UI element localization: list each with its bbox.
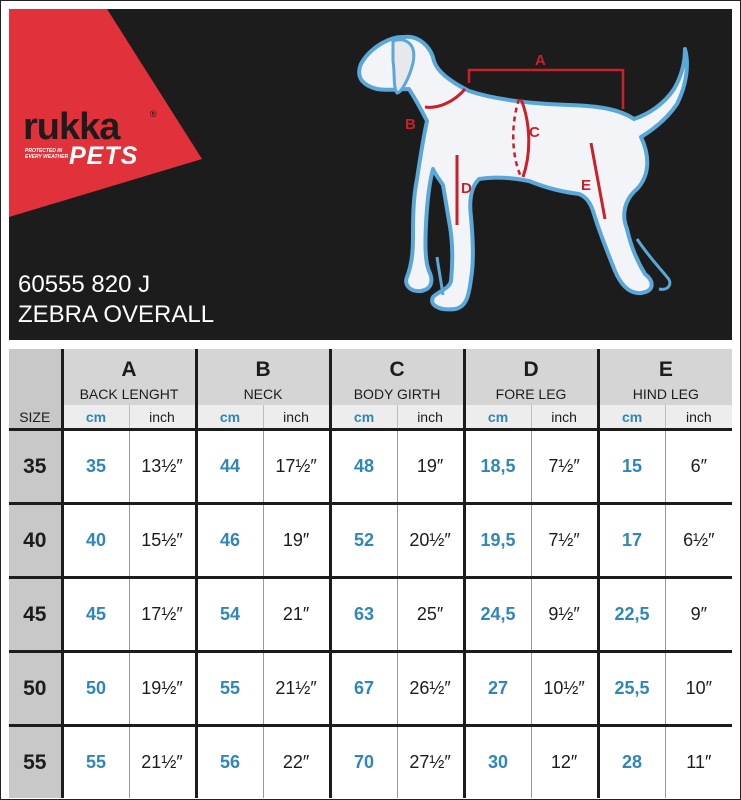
table-row: [9, 726, 732, 799]
cm-value: 45: [62, 578, 129, 652]
inch-value: 13½″: [129, 430, 196, 504]
label-a: A: [535, 52, 546, 69]
cm-value: 56: [196, 726, 263, 799]
logo-tagline: PROTECTED IN EVERY WEATHER: [25, 148, 69, 160]
table-name-row: [9, 382, 732, 405]
cm-value: 67: [330, 652, 397, 726]
inch-value: 7½″: [531, 430, 598, 504]
inch-value: 19½″: [129, 652, 196, 726]
inch-value: 25″: [397, 578, 464, 652]
size-corner: [9, 349, 62, 382]
cm-value: 55: [62, 726, 129, 799]
inch-value: 7½″: [531, 504, 598, 578]
inch-value: 19″: [397, 430, 464, 504]
cm-value: 55: [196, 652, 263, 726]
cm-value: 18,5: [464, 430, 531, 504]
size-value: 50: [9, 652, 62, 726]
dog-measurement-diagram: [9, 9, 732, 340]
col-name-neck: NECK: [196, 382, 330, 405]
size-header: SIZE: [9, 405, 62, 430]
inch-value: 22″: [263, 726, 330, 799]
inch-value: 9½″: [531, 578, 598, 652]
unit-inch: inch: [397, 405, 464, 430]
unit-inch: inch: [129, 405, 196, 430]
logo-registered-mark: ®: [150, 109, 157, 119]
size-value: 40: [9, 504, 62, 578]
size-value: 55: [9, 726, 62, 799]
size-value: 35: [9, 430, 62, 504]
label-d: D: [461, 180, 472, 197]
col-letter-e: E: [658, 358, 673, 381]
col-letter-b: B: [196, 349, 330, 382]
size-table-wrapper: [9, 349, 732, 790]
inch-value: 20½″: [397, 504, 464, 578]
cm-value: 27: [464, 652, 531, 726]
header-banner: [9, 9, 732, 340]
cm-value: 48: [330, 430, 397, 504]
logo-pets: PETS: [69, 142, 139, 170]
cm-value: 24,5: [464, 578, 531, 652]
table-letter-row: [9, 349, 732, 382]
col-name-back-length: BACK LENGHT: [62, 382, 196, 405]
col-name-hind-leg: HIND LEG: [632, 385, 699, 402]
cm-value: 46: [196, 504, 263, 578]
unit-inch: inch: [665, 405, 732, 430]
inch-value: 21″: [263, 578, 330, 652]
inch-value: 15½″: [129, 504, 196, 578]
logo-word: rukka: [23, 106, 120, 148]
cm-value: 50: [62, 652, 129, 726]
cm-value: 22,5: [598, 578, 665, 652]
label-c: C: [529, 124, 540, 141]
cm-value: 25,5: [598, 652, 665, 726]
inch-value: 17½″: [263, 430, 330, 504]
cm-value: 70: [330, 726, 397, 799]
inch-value: 21½″: [129, 726, 196, 799]
table-unit-row: [9, 405, 732, 430]
table-row: [9, 504, 732, 578]
cm-value: 17: [598, 504, 665, 578]
col-name-body-girth: BODY GIRTH: [330, 382, 464, 405]
unit-inch: inch: [531, 405, 598, 430]
cm-value: 52: [330, 504, 397, 578]
inch-value: 10″: [665, 652, 732, 726]
table-row: [9, 578, 732, 652]
col-name-fore-leg: FORE LEG: [464, 382, 598, 405]
label-b: B: [405, 116, 416, 133]
cm-value: 30: [464, 726, 531, 799]
inch-value: 11″: [665, 726, 732, 799]
cm-value: 63: [330, 578, 397, 652]
inch-value: 12″: [531, 726, 598, 799]
cm-value: 44: [196, 430, 263, 504]
product-code: 60555 820 J: [18, 271, 151, 298]
unit-cm: cm: [330, 405, 397, 430]
unit-inch: inch: [263, 405, 330, 430]
size-value: 45: [9, 578, 62, 652]
inch-value: 9″: [665, 578, 732, 652]
cm-value: 15: [598, 430, 665, 504]
product-name: ZEBRA OVERALL: [18, 301, 215, 328]
inch-value: 21½″: [263, 652, 330, 726]
cm-value: 54: [196, 578, 263, 652]
col-letter-d: D: [464, 349, 598, 382]
unit-cm: cm: [196, 405, 263, 430]
inch-value: 19″: [263, 504, 330, 578]
inch-value: 6″: [665, 430, 732, 504]
unit-cm: cm: [62, 405, 129, 430]
table-row: [9, 652, 732, 726]
inch-value: 17½″: [129, 578, 196, 652]
cm-value: 28: [598, 726, 665, 799]
col-letter-a: A: [62, 349, 196, 382]
size-table: [9, 349, 732, 798]
cm-value: 19,5: [464, 504, 531, 578]
inch-value: 10½″: [531, 652, 598, 726]
table-row: [9, 430, 732, 504]
inch-value: 27½″: [397, 726, 464, 799]
col-letter-c: C: [330, 349, 464, 382]
cm-value: 35: [62, 430, 129, 504]
label-e: E: [581, 177, 592, 194]
unit-cm: cm: [464, 405, 531, 430]
cm-value: 40: [62, 504, 129, 578]
unit-cm: cm: [598, 405, 665, 430]
inch-value: 26½″: [397, 652, 464, 726]
inch-value: 6½″: [665, 504, 732, 578]
